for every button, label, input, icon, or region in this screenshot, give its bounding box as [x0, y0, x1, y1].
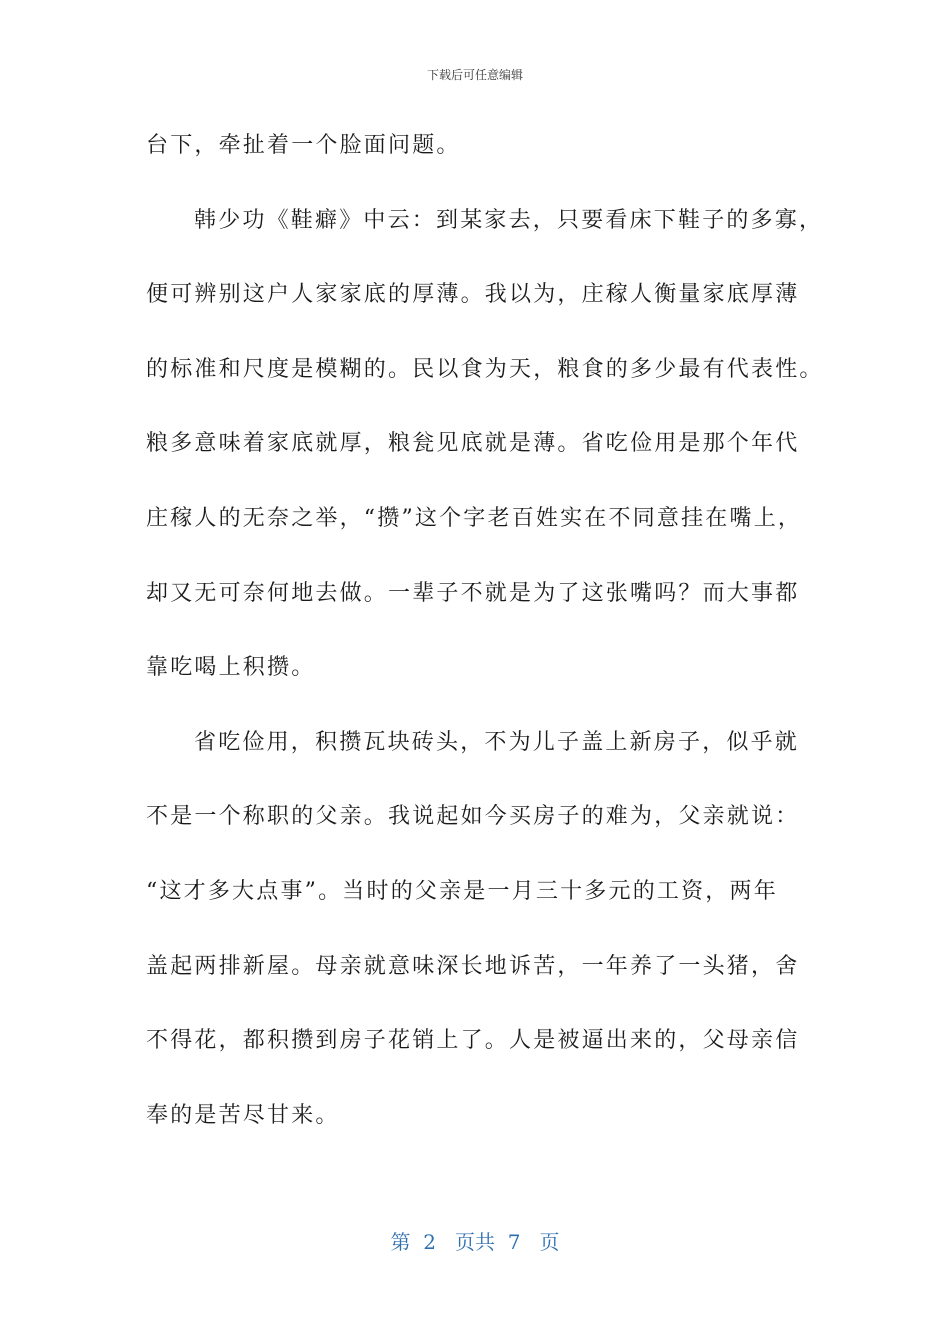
text-line: 不得花，都积攒到房子花销上了。人是被逼出来的，父母亲信: [146, 1028, 800, 1054]
paragraph-start-line: 省吃俭用，积攒瓦块砖头，不为儿子盖上新房子，似乎就: [194, 729, 800, 755]
text-line: 盖起两排新屋。母亲就意味深长地诉苦，一年养了一头猪，舍: [146, 953, 800, 979]
text-line: 台下，牵扯着一个脸面问题。: [146, 133, 461, 158]
text-line: 却又无可奈何地去做。一辈子不就是为了这张嘴吗？而大事都: [146, 580, 800, 606]
text-line: 的标准和尺度是模糊的。民以食为天，粮食的多少最有代表性。: [146, 356, 824, 382]
current-page-number: 2: [423, 1230, 436, 1254]
header-note: 下载后可任意编辑: [426, 68, 523, 82]
total-pages-number: 7: [507, 1230, 521, 1254]
text-line: “这才多大点事”。当时的父亲是一月三十多元的工资，两年: [146, 878, 778, 904]
page-prefix: 第: [390, 1230, 411, 1254]
page-mid: 页共: [455, 1230, 495, 1254]
document-body: [146, 126, 824, 1170]
text-line: 奉的是苦尽甘来。: [146, 1102, 340, 1128]
text-line: 庄稼人的无奈之举，“攒”这个字老百姓实在不同意挂在嘴上，: [146, 505, 803, 531]
paragraph-start-line: 韩少功《鞋癖》中云：到某家去，只要看床下鞋子的多寡，: [194, 207, 824, 233]
text-line: 靠吃喝上积攒。: [146, 655, 316, 681]
text-line: 粮多意味着家底就厚，粮瓮见底就是薄。省吃俭用是那个年代: [146, 431, 800, 457]
page-number-footer: [0, 1226, 950, 1255]
page-suffix: 页: [539, 1230, 560, 1254]
text-line: 不是一个称职的父亲。我说起如今买房子的难为，父亲就说：: [146, 804, 800, 830]
text-line: 便可辨别这户人家家底的厚薄。我以为，庄稼人衡量家底厚薄: [146, 282, 800, 308]
